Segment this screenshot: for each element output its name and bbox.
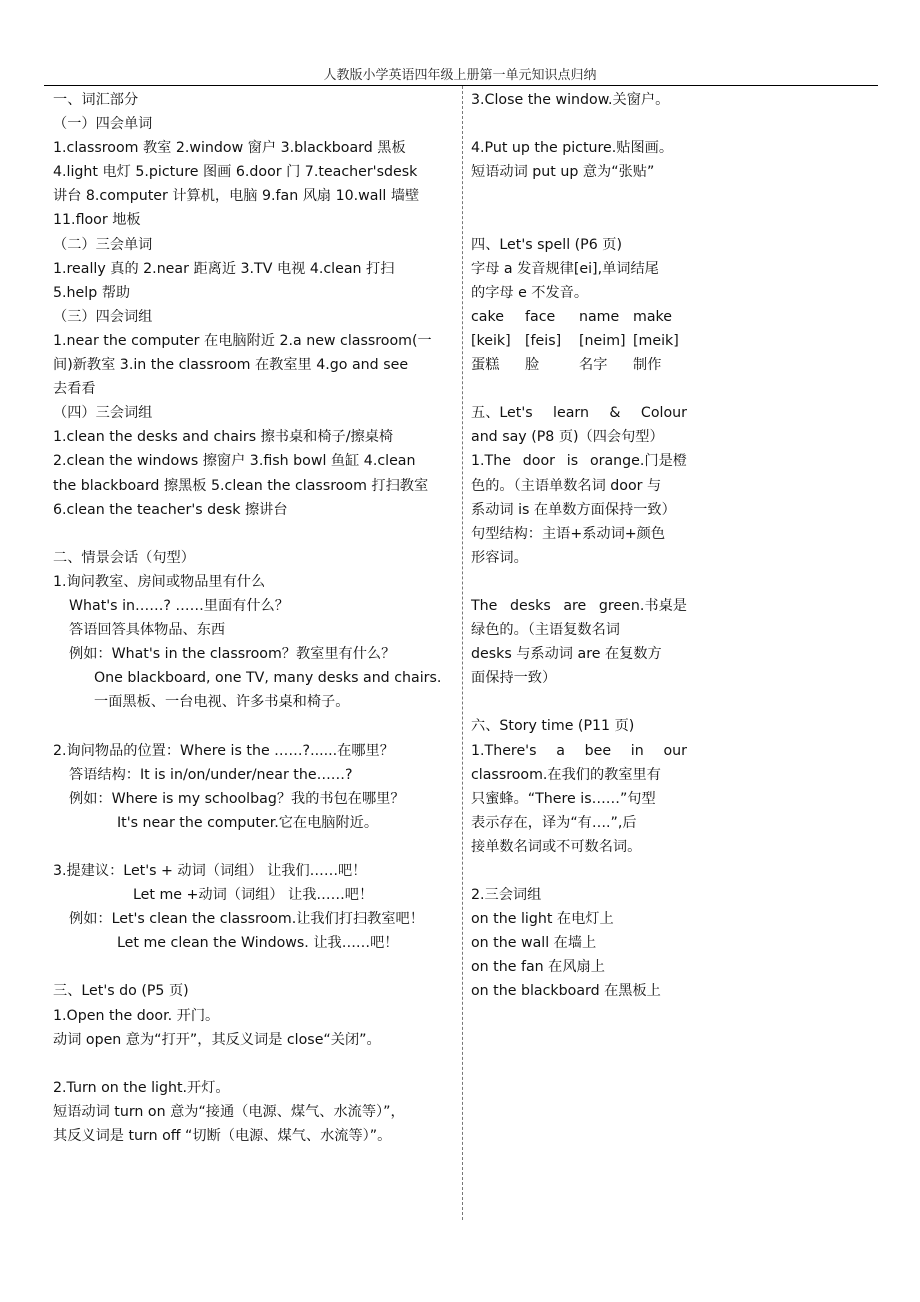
subsection-title: （二）三会单词 [53, 236, 153, 253]
title-part: learn [553, 405, 589, 422]
spell-word: cake [471, 308, 504, 325]
text-line: It's near the computer.它在电脑附近。 [117, 814, 379, 831]
left-column [53, 88, 455, 1148]
column-divider [462, 86, 463, 1220]
blank-line [471, 690, 687, 714]
text-line: on the light 在电灯上 [471, 911, 614, 928]
word: 1.The [471, 453, 511, 470]
spell-word: face [525, 308, 556, 325]
word: our [663, 742, 687, 759]
text-line: 4.Put up the picture.贴图画。 [471, 140, 674, 157]
text-line: What's in……? ……里面有什么？ [69, 597, 289, 614]
text-line: 2.三会词组 [471, 887, 542, 904]
text-line: 5.help 帮助 [53, 284, 131, 301]
text-line: 答语结构：It is in/on/under/near the……? [69, 766, 353, 783]
blank-line [471, 859, 687, 883]
spell-meanings-row [471, 353, 687, 377]
text-line: and say (P8 页)（四会句型） [471, 429, 664, 446]
blank-line [471, 184, 687, 208]
text-line: Let me +动词（词组） 让我……吧！ [133, 887, 374, 904]
text-line: 1.询问教室、房间或物品里有什么 [53, 573, 266, 590]
text-line [471, 739, 687, 763]
blank-line [53, 955, 455, 979]
phonetic: [neim] [579, 332, 626, 349]
text-line: 1.classroom 教室 2.window 窗户 3.blackboard 黑板 [53, 140, 406, 157]
section-1-title: 一、词汇部分 [53, 92, 139, 108]
blank-line [53, 522, 455, 546]
text-line: 表示存在，译为“有….”,后 [471, 814, 637, 831]
text-line: 1.near the computer 在电脑附近 2.a new classroom(一 [53, 332, 432, 349]
text-line: 3.Close the window.关窗户。 [471, 92, 670, 108]
text-line: 字母 a 发音规律[ei],单词结尾 [471, 260, 659, 277]
word: bee [584, 742, 612, 759]
blank-line [471, 208, 687, 232]
subsection-title: （三）四会词组 [53, 308, 153, 325]
blank-line [53, 714, 455, 738]
section-3-title: 三、Let's do (P5 页) [53, 983, 189, 1000]
text-line: 短语动词 turn on 意为“接通（电源、煤气、水流等）”， [53, 1103, 405, 1120]
title-part: & [609, 405, 621, 422]
text-line: 1.Open the door. 开门。 [53, 1007, 220, 1024]
text-line: 1.clean the desks and chairs 擦书桌和椅子/擦桌椅 [53, 429, 394, 446]
right-column [471, 88, 687, 1004]
text-line: 一面黑板、一台电视、许多书桌和椅子。 [94, 694, 350, 711]
text-line: Let me clean the Windows. 让我……吧！ [117, 935, 399, 952]
text-line: 动词 open 意为“打开”，其反义词是 close“关闭”。 [53, 1031, 381, 1048]
text-line [471, 594, 687, 618]
word: is [566, 453, 579, 470]
text-line: 2.Turn on the light.开灯。 [53, 1079, 230, 1096]
text-line: classroom.在我们的教室里有 [471, 766, 661, 783]
header-rule [44, 85, 878, 86]
text-line: 2.询问物品的位置：Where is the ……?......在哪里？ [53, 742, 394, 759]
word: are [563, 597, 587, 614]
word: a [556, 742, 565, 759]
text-line: 间)新教室 3.in the classroom 在教室里 4.go and see [53, 357, 409, 374]
blank-line [471, 570, 687, 594]
section-5-title [471, 401, 687, 425]
word: door [522, 453, 555, 470]
subsection-title: （一）四会单词 [53, 116, 153, 133]
phonetic: [feis] [525, 332, 562, 349]
text-line: 系动词 is 在单数方面保持一致） [471, 501, 676, 518]
text-line: 句型结构：主语+系动词+颜色 [471, 525, 666, 542]
text-line: on the wall 在墙上 [471, 935, 597, 952]
text-line: 接单数名词或不可数名词。 [471, 838, 642, 855]
text-line [471, 449, 687, 473]
spell-word: name [579, 308, 620, 325]
word: 1.There's [471, 742, 537, 759]
word: in [630, 742, 644, 759]
meaning: 制作 [633, 357, 662, 374]
text-line: 绿色的。（主语复数名词 [471, 622, 620, 639]
phonetic: [keik] [471, 332, 511, 349]
text-line: 去看看 [53, 381, 96, 398]
text-line: 1.really 真的 2.near 距离近 3.TV 电视 4.clean 打扫 [53, 260, 395, 277]
title-part: Colour [640, 405, 687, 422]
text-line: 形容词。 [471, 549, 528, 566]
text-line: 例如：Let's clean the classroom.让我们打扫教室吧！ [69, 911, 424, 928]
spell-word: make [633, 308, 672, 325]
section-2-title: 二、情景会话（句型） [53, 549, 195, 566]
page-header-title: 人教版小学英语四年级上册第一单元知识点归纳 [323, 68, 597, 83]
blank-line [471, 112, 687, 136]
blank-line [53, 1052, 455, 1076]
text-line: 答语回答具体物品、东西 [69, 622, 226, 639]
text-line: 其反义词是 turn off “切断（电源、煤气、水流等）”。 [53, 1128, 392, 1145]
word: desks [510, 597, 551, 614]
meaning: 蛋糕 [471, 357, 500, 374]
text-line: the blackboard 擦黑板 5.clean the classroom 打扫教室 [53, 477, 429, 494]
phonetic: [meik] [633, 332, 679, 349]
text-line: on the blackboard 在黑板上 [471, 983, 661, 1000]
spell-words-row [471, 305, 687, 329]
text-line: 例如：What's in the classroom？教室里有什么？ [69, 646, 396, 663]
text-line: 例如：Where is my schoolbag？我的书包在哪里？ [69, 790, 405, 807]
section-4-title: 四、Let's spell (P6 页) [471, 236, 622, 253]
text-line: One blackboard, one TV, many desks and chairs. [94, 670, 442, 687]
text-line: 11.floor 地板 [53, 212, 141, 229]
text-line: 6.clean the teacher's desk 擦讲台 [53, 501, 288, 518]
word: green.书桌是 [598, 597, 687, 614]
text-line: 4.light 电灯 5.picture 图画 6.door 门 7.teacher'sdesk [53, 164, 418, 181]
text-line: 面保持一致） [471, 670, 557, 687]
text-line: 色的。（主语单数名词 door 与 [471, 477, 662, 494]
spell-phonetics-row [471, 329, 687, 353]
meaning: 脸 [525, 357, 540, 374]
text-line: 讲台 8.computer 计算机，电脑 9.fan 风扇 10.wall 墙壁 [53, 188, 420, 205]
meaning: 名字 [579, 357, 608, 374]
blank-line [53, 835, 455, 859]
subsection-title: （四）三会词组 [53, 405, 153, 422]
section-6-title: 六、Story time (P11 页) [471, 718, 635, 735]
text-line: 的字母 e 不发音。 [471, 284, 589, 301]
text-line: desks 与系动词 are 在复数方 [471, 646, 662, 663]
text-line: 2.clean the windows 擦窗户 3.fish bowl 鱼缸 4.clean [53, 453, 416, 470]
blank-line [471, 377, 687, 401]
text-line: on the fan 在风扇上 [471, 959, 605, 976]
text-line: 3.提建议：Let's + 动词（词组） 让我们……吧！ [53, 863, 367, 879]
word: orange.门是橙 [589, 453, 687, 470]
title-part: 五、Let's [471, 405, 533, 422]
text-line: 短语动词 put up 意为“张贴” [471, 164, 655, 181]
text-line: 只蜜蜂。“There is……”句型 [471, 790, 656, 807]
word: The [471, 597, 498, 614]
